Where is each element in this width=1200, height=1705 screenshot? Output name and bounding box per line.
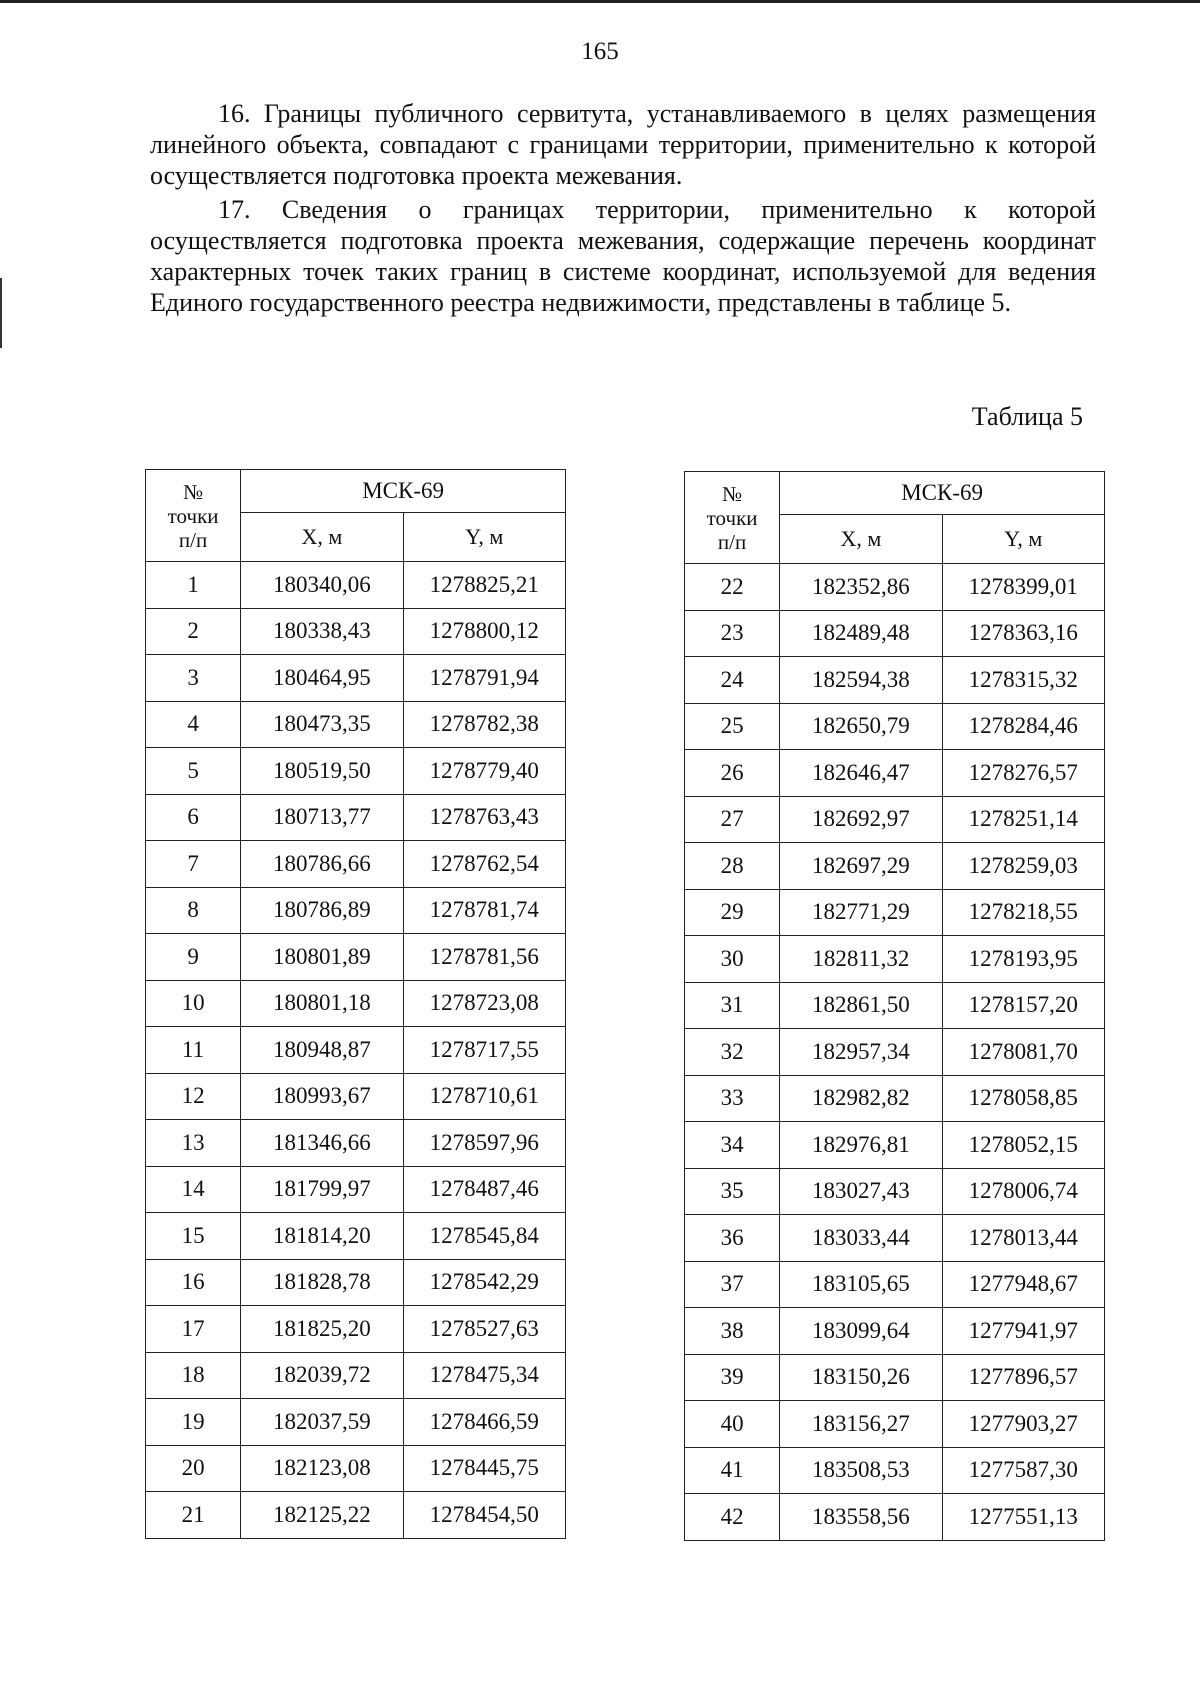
x-coordinate-cell: 183099,64 bbox=[780, 1308, 942, 1355]
y-coordinate-cell: 1278284,46 bbox=[942, 703, 1104, 750]
point-number-cell: 12 bbox=[146, 1073, 241, 1120]
y-coordinate-cell: 1278006,74 bbox=[942, 1168, 1104, 1215]
number-sign: № bbox=[183, 479, 204, 504]
x-coordinate-cell: 180801,18 bbox=[241, 980, 403, 1027]
coordinate-system-header: МСК-69 bbox=[780, 472, 1105, 515]
table-row bbox=[685, 1261, 1105, 1308]
y-coordinate-cell: 1278763,43 bbox=[403, 794, 565, 841]
y-coordinate-cell: 1278081,70 bbox=[942, 1029, 1104, 1076]
x-coordinate-cell: 180948,87 bbox=[241, 1027, 403, 1074]
y-coordinate-cell: 1277551,13 bbox=[942, 1494, 1104, 1541]
x-coordinate-cell: 183558,56 bbox=[780, 1494, 942, 1541]
table-row bbox=[146, 1120, 566, 1167]
table-row bbox=[146, 887, 566, 934]
table-row bbox=[146, 1306, 566, 1353]
point-number-cell: 42 bbox=[685, 1494, 780, 1541]
table-row bbox=[146, 794, 566, 841]
y-column-header: Y, м bbox=[403, 513, 565, 562]
point-number-cell: 15 bbox=[146, 1213, 241, 1260]
y-coordinate-cell: 1278193,95 bbox=[942, 936, 1104, 983]
y-coordinate-cell: 1278779,40 bbox=[403, 748, 565, 795]
point-number-cell: 10 bbox=[146, 980, 241, 1027]
coordinates-table-left bbox=[145, 469, 566, 1539]
point-number-cell: 30 bbox=[685, 936, 780, 983]
x-coordinate-cell: 181828,78 bbox=[241, 1259, 403, 1306]
x-coordinate-cell: 181825,20 bbox=[241, 1306, 403, 1353]
point-number-cell: 27 bbox=[685, 796, 780, 843]
table-row bbox=[685, 1354, 1105, 1401]
point-number-cell: 38 bbox=[685, 1308, 780, 1355]
point-number-cell: 5 bbox=[146, 748, 241, 795]
table-row bbox=[146, 980, 566, 1027]
point-number-cell: 22 bbox=[685, 564, 780, 611]
scan-margin-mark bbox=[0, 278, 2, 348]
x-coordinate-cell: 181346,66 bbox=[241, 1120, 403, 1167]
y-coordinate-cell: 1278723,08 bbox=[403, 980, 565, 1027]
point-number-cell: 3 bbox=[146, 655, 241, 702]
table-row bbox=[146, 1352, 566, 1399]
y-coordinate-cell: 1278466,59 bbox=[403, 1399, 565, 1446]
point-number-cell: 33 bbox=[685, 1075, 780, 1122]
x-column-header: X, м bbox=[241, 513, 403, 562]
table-row bbox=[685, 889, 1105, 936]
point-number-cell: 4 bbox=[146, 701, 241, 748]
y-coordinate-cell: 1278762,54 bbox=[403, 841, 565, 888]
table-row bbox=[685, 982, 1105, 1029]
point-number-cell: 36 bbox=[685, 1215, 780, 1262]
point-number-cell: 6 bbox=[146, 794, 241, 841]
table-row bbox=[685, 610, 1105, 657]
y-coordinate-cell: 1277896,57 bbox=[942, 1354, 1104, 1401]
y-coordinate-cell: 1278527,63 bbox=[403, 1306, 565, 1353]
y-coordinate-cell: 1278487,46 bbox=[403, 1166, 565, 1213]
y-coordinate-cell: 1278475,34 bbox=[403, 1352, 565, 1399]
table-row bbox=[146, 655, 566, 702]
x-coordinate-cell: 182811,32 bbox=[780, 936, 942, 983]
y-coordinate-cell: 1278058,85 bbox=[942, 1075, 1104, 1122]
y-coordinate-cell: 1278542,29 bbox=[403, 1259, 565, 1306]
x-coordinate-cell: 183150,26 bbox=[780, 1354, 942, 1401]
x-coordinate-cell: 182352,86 bbox=[780, 564, 942, 611]
point-number-cell: 34 bbox=[685, 1122, 780, 1169]
x-coordinate-cell: 180786,66 bbox=[241, 841, 403, 888]
y-coordinate-cell: 1278259,03 bbox=[942, 843, 1104, 890]
table-row bbox=[685, 1215, 1105, 1262]
table-row bbox=[146, 748, 566, 795]
document-body bbox=[150, 98, 1096, 321]
point-number-cell: 13 bbox=[146, 1120, 241, 1167]
table-row bbox=[685, 1122, 1105, 1169]
point-number-cell: 39 bbox=[685, 1354, 780, 1401]
point-number-cell: 26 bbox=[685, 750, 780, 797]
table-row bbox=[146, 1492, 566, 1539]
x-coordinate-cell: 181814,20 bbox=[241, 1213, 403, 1260]
coordinates-table-right bbox=[684, 471, 1105, 1541]
x-column-header: X, м bbox=[780, 515, 942, 564]
x-coordinate-cell: 182125,22 bbox=[241, 1492, 403, 1539]
y-coordinate-cell: 1278597,96 bbox=[403, 1120, 565, 1167]
y-coordinate-cell: 1278276,57 bbox=[942, 750, 1104, 797]
x-coordinate-cell: 180338,43 bbox=[241, 608, 403, 655]
point-number-cell: 19 bbox=[146, 1399, 241, 1446]
table-row bbox=[685, 1029, 1105, 1076]
point-number-cell: 16 bbox=[146, 1259, 241, 1306]
x-coordinate-cell: 183105,65 bbox=[780, 1261, 942, 1308]
page-top-edge bbox=[0, 0, 1200, 3]
point-number-cell: 28 bbox=[685, 843, 780, 890]
y-coordinate-cell: 1277941,97 bbox=[942, 1308, 1104, 1355]
x-coordinate-cell: 182861,50 bbox=[780, 982, 942, 1029]
table-row bbox=[685, 564, 1105, 611]
x-coordinate-cell: 180340,06 bbox=[241, 562, 403, 609]
y-coordinate-cell: 1277587,30 bbox=[942, 1447, 1104, 1494]
point-number-cell: 17 bbox=[146, 1306, 241, 1353]
x-coordinate-cell: 183027,43 bbox=[780, 1168, 942, 1215]
x-coordinate-cell: 182123,08 bbox=[241, 1445, 403, 1492]
table-row bbox=[146, 934, 566, 981]
ordinal-label: п/п bbox=[178, 527, 208, 552]
x-coordinate-cell: 183156,27 bbox=[780, 1401, 942, 1448]
number-sign: № bbox=[722, 481, 743, 506]
x-coordinate-cell: 180786,89 bbox=[241, 887, 403, 934]
table-body-right bbox=[685, 564, 1105, 1541]
table-row bbox=[146, 1166, 566, 1213]
point-number-cell: 21 bbox=[146, 1492, 241, 1539]
x-coordinate-cell: 183508,53 bbox=[780, 1447, 942, 1494]
y-coordinate-cell: 1278454,50 bbox=[403, 1492, 565, 1539]
y-coordinate-cell: 1277948,67 bbox=[942, 1261, 1104, 1308]
x-coordinate-cell: 182646,47 bbox=[780, 750, 942, 797]
x-coordinate-cell: 180464,95 bbox=[241, 655, 403, 702]
y-coordinate-cell: 1278013,44 bbox=[942, 1215, 1104, 1262]
y-coordinate-cell: 1278791,94 bbox=[403, 655, 565, 702]
coordinate-system-header: МСК-69 bbox=[241, 470, 566, 513]
point-number-cell: 9 bbox=[146, 934, 241, 981]
point-number-cell: 2 bbox=[146, 608, 241, 655]
x-coordinate-cell: 180519,50 bbox=[241, 748, 403, 795]
ordinal-label: п/п bbox=[717, 529, 747, 554]
point-number-cell: 18 bbox=[146, 1352, 241, 1399]
table-row bbox=[146, 608, 566, 655]
x-coordinate-cell: 180801,89 bbox=[241, 934, 403, 981]
point-number-cell: 40 bbox=[685, 1401, 780, 1448]
point-label: точки bbox=[167, 503, 219, 528]
y-coordinate-cell: 1278251,14 bbox=[942, 796, 1104, 843]
y-coordinate-cell: 1278781,56 bbox=[403, 934, 565, 981]
point-number-cell: 32 bbox=[685, 1029, 780, 1076]
table-row bbox=[685, 796, 1105, 843]
table-row bbox=[146, 1259, 566, 1306]
x-coordinate-cell: 182692,97 bbox=[780, 796, 942, 843]
table-caption: Таблица 5 bbox=[971, 402, 1083, 431]
x-coordinate-cell: 182039,72 bbox=[241, 1352, 403, 1399]
point-number-header bbox=[146, 470, 241, 562]
table-row bbox=[146, 841, 566, 888]
x-coordinate-cell: 182976,81 bbox=[780, 1122, 942, 1169]
table-row bbox=[146, 1027, 566, 1074]
paragraph-16: 16. Границы публичного сервитута, устанавливаемого в целях размещения линейного объекта, совпадают с границами территории, применительно к которой осуществляется подготовка проекта межевания. bbox=[150, 99, 1096, 190]
point-number-cell: 23 bbox=[685, 610, 780, 657]
x-coordinate-cell: 181799,97 bbox=[241, 1166, 403, 1213]
point-number-cell: 24 bbox=[685, 657, 780, 704]
y-coordinate-cell: 1278545,84 bbox=[403, 1213, 565, 1260]
table-row bbox=[685, 1168, 1105, 1215]
table-row bbox=[685, 1494, 1105, 1541]
point-number-cell: 14 bbox=[146, 1166, 241, 1213]
table-row bbox=[685, 750, 1105, 797]
table-row bbox=[685, 936, 1105, 983]
table-row bbox=[146, 562, 566, 609]
x-coordinate-cell: 182982,82 bbox=[780, 1075, 942, 1122]
x-coordinate-cell: 180993,67 bbox=[241, 1073, 403, 1120]
y-coordinate-cell: 1278782,38 bbox=[403, 701, 565, 748]
table-row bbox=[685, 657, 1105, 704]
point-number-header bbox=[685, 472, 780, 564]
table-body-left bbox=[146, 562, 566, 1539]
table-row bbox=[685, 1308, 1105, 1355]
y-coordinate-cell: 1278052,15 bbox=[942, 1122, 1104, 1169]
y-column-header: Y, м bbox=[942, 515, 1104, 564]
table-row bbox=[685, 843, 1105, 890]
y-coordinate-cell: 1278399,01 bbox=[942, 564, 1104, 611]
x-coordinate-cell: 182594,38 bbox=[780, 657, 942, 704]
y-coordinate-cell: 1278218,55 bbox=[942, 889, 1104, 936]
y-coordinate-cell: 1278710,61 bbox=[403, 1073, 565, 1120]
y-coordinate-cell: 1278315,32 bbox=[942, 657, 1104, 704]
point-label: точки bbox=[706, 505, 758, 530]
point-number-cell: 29 bbox=[685, 889, 780, 936]
x-coordinate-cell: 182697,29 bbox=[780, 843, 942, 890]
y-coordinate-cell: 1278781,74 bbox=[403, 887, 565, 934]
table-row bbox=[146, 1445, 566, 1492]
table-row bbox=[146, 1073, 566, 1120]
page-number: 165 bbox=[581, 38, 619, 65]
point-number-cell: 25 bbox=[685, 703, 780, 750]
point-number-cell: 35 bbox=[685, 1168, 780, 1215]
table-row bbox=[685, 703, 1105, 750]
y-coordinate-cell: 1277903,27 bbox=[942, 1401, 1104, 1448]
y-coordinate-cell: 1278717,55 bbox=[403, 1027, 565, 1074]
x-coordinate-cell: 182957,34 bbox=[780, 1029, 942, 1076]
point-number-cell: 11 bbox=[146, 1027, 241, 1074]
point-number-cell: 41 bbox=[685, 1447, 780, 1494]
x-coordinate-cell: 182037,59 bbox=[241, 1399, 403, 1446]
y-coordinate-cell: 1278363,16 bbox=[942, 610, 1104, 657]
table-row bbox=[685, 1401, 1105, 1448]
point-number-cell: 1 bbox=[146, 562, 241, 609]
y-coordinate-cell: 1278157,20 bbox=[942, 982, 1104, 1029]
point-number-cell: 31 bbox=[685, 982, 780, 1029]
x-coordinate-cell: 182650,79 bbox=[780, 703, 942, 750]
x-coordinate-cell: 180713,77 bbox=[241, 794, 403, 841]
point-number-cell: 7 bbox=[146, 841, 241, 888]
table-row bbox=[146, 1399, 566, 1446]
y-coordinate-cell: 1278445,75 bbox=[403, 1445, 565, 1492]
table-row bbox=[685, 1447, 1105, 1494]
x-coordinate-cell: 182489,48 bbox=[780, 610, 942, 657]
y-coordinate-cell: 1278800,12 bbox=[403, 608, 565, 655]
y-coordinate-cell: 1278825,21 bbox=[403, 562, 565, 609]
table-row bbox=[146, 701, 566, 748]
x-coordinate-cell: 183033,44 bbox=[780, 1215, 942, 1262]
point-number-cell: 8 bbox=[146, 887, 241, 934]
table-row bbox=[685, 1075, 1105, 1122]
point-number-cell: 37 bbox=[685, 1261, 780, 1308]
point-number-cell: 20 bbox=[146, 1445, 241, 1492]
x-coordinate-cell: 182771,29 bbox=[780, 889, 942, 936]
table-row bbox=[146, 1213, 566, 1260]
x-coordinate-cell: 180473,35 bbox=[241, 701, 403, 748]
paragraph-17: 17. Сведения о границах территории, применительно к которой осуществляется подготовка проекта межевания, содержащие перечень координат характерных точек таких границ в системе координат, используемой для ведения Единого государственного реестра недвижимости, представлены в таблице 5. bbox=[150, 195, 1096, 317]
